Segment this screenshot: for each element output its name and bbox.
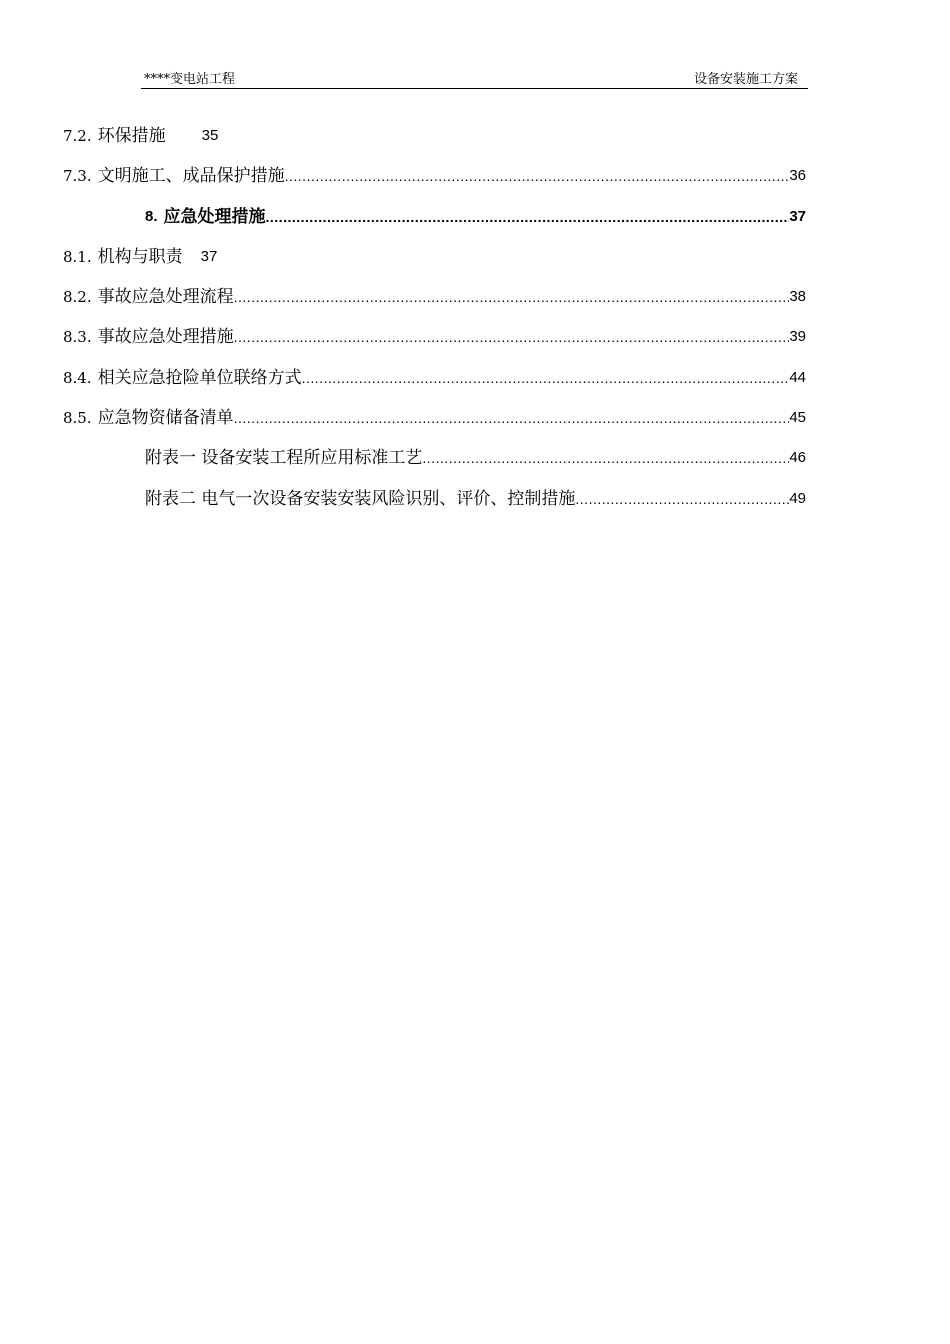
toc-leader — [285, 164, 790, 188]
toc-title: 环保措施 — [97, 126, 166, 146]
toc-leader — [422, 446, 789, 470]
toc-entry-8-4[interactable] — [63, 366, 806, 406]
toc-entry-8-2[interactable] — [63, 285, 806, 325]
toc-page: 44 — [789, 368, 806, 386]
toc-entry-7-2[interactable] — [63, 124, 806, 164]
toc-number: 8.2. — [63, 288, 92, 307]
toc-title: 应急物资储备清单 — [97, 408, 234, 429]
toc-title: 文明施工、成品保护措施 — [97, 166, 285, 187]
toc-leader — [234, 325, 790, 349]
toc-leader — [302, 366, 790, 390]
toc-title: 相关应急抢险单位联络方式 — [97, 367, 302, 388]
toc-entry-appendix-2[interactable] — [63, 487, 806, 527]
toc-number: 8.5. — [63, 409, 92, 428]
header-document-title: 设备安装施工方案 — [693, 72, 798, 87]
toc-page: 38 — [789, 288, 806, 306]
toc-page: 49 — [789, 489, 806, 507]
toc-page: 45 — [789, 409, 806, 427]
toc-entry-8-1[interactable] — [63, 245, 806, 285]
toc-entry-appendix-1[interactable] — [63, 446, 806, 486]
toc-page: 37 — [200, 247, 218, 265]
toc-title: 应急处理措施 — [163, 206, 266, 227]
toc-number: 8.4. — [63, 368, 92, 387]
toc-title: 事故应急处理措施 — [97, 327, 234, 348]
toc-number: 8.1. — [63, 247, 92, 266]
toc-page: 46 — [789, 449, 806, 467]
header-project-name: ****变电站工程 — [144, 72, 236, 87]
toc-title: 附表二 电气一次设备安装安装风险识别、评价、控制措施 — [145, 488, 576, 509]
toc-leader — [575, 487, 789, 511]
toc-entry-8-3[interactable] — [63, 325, 806, 365]
toc-page: 36 — [789, 167, 806, 185]
toc-number: 8.3. — [63, 328, 92, 347]
toc-number: 8. — [145, 207, 158, 225]
toc-page: 37 — [789, 207, 806, 225]
toc-number: 7.3. — [63, 167, 92, 186]
toc-page: 39 — [789, 328, 806, 346]
toc-title: 附表一 设备安装工程所应用标准工艺 — [145, 448, 423, 469]
toc-leader — [266, 205, 790, 229]
toc-title: 机构与职责 — [97, 246, 183, 267]
toc-page: 35 — [201, 127, 219, 144]
toc-leader — [234, 285, 790, 309]
table-of-contents — [63, 124, 806, 527]
toc-title: 事故应急处理流程 — [97, 287, 234, 308]
toc-number: 7.2. — [63, 127, 92, 145]
toc-entry-8[interactable] — [63, 205, 806, 245]
toc-entry-7-3[interactable] — [63, 164, 806, 204]
page-header — [141, 66, 808, 89]
toc-leader — [234, 406, 790, 430]
toc-entry-8-5[interactable] — [63, 406, 806, 446]
